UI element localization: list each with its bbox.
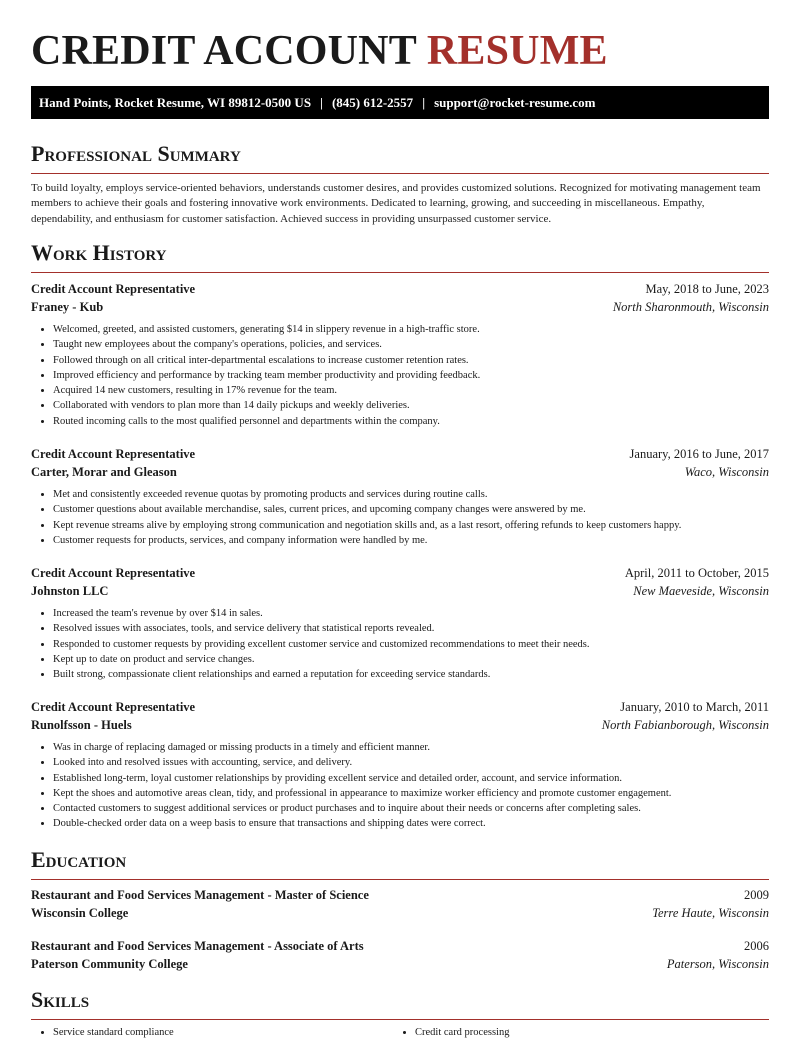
summary-text: To build loyalty, employs service-oriented behaviors, understands customer desires, and provides customized solutions. Recognized for motivating management team members to achieve their goals and fostering innovative work environments. Dedicated to learning, growing, and succeeding in miscellaneous. Empathy, dependability, and enthusiasm for customer satisfaction. Achieved success in providing unsurpassed customer service. bbox=[31, 182, 761, 225]
job-title: Credit Account Representative bbox=[31, 700, 196, 714]
job-location: North Sharonmouth, Wisconsin bbox=[612, 300, 769, 314]
education-entry bbox=[31, 886, 769, 922]
list-item: • Kept revenue streams alive by employing strong communication and negotiation skills and, as a last resort, offering refunds to keep customers happy. bbox=[53, 518, 769, 533]
skills-column-right bbox=[393, 1025, 509, 1040]
contact-phone[interactable]: (845) 612-2557 bbox=[331, 95, 414, 110]
list-item: • Customer questions about available merchandise, sales, current prices, and upcoming company changes were answered by me. bbox=[53, 502, 769, 517]
list-item: • Looked into and resolved issues with accounting, service, and delivery. bbox=[53, 755, 769, 770]
job-company-row bbox=[31, 716, 769, 734]
education-location: Terre Haute, Wisconsin bbox=[652, 906, 769, 920]
title-accent: RESUME bbox=[426, 28, 608, 74]
job-dates: April, 2011 to October, 2015 bbox=[624, 566, 769, 580]
job-location: New Maeveside, Wisconsin bbox=[633, 584, 769, 598]
job-company: Franey - Kub bbox=[31, 300, 104, 314]
contact-bar bbox=[31, 86, 769, 119]
job-bullets bbox=[31, 322, 769, 429]
list-item: • Kept up to date on product and service changes. bbox=[53, 652, 769, 667]
job-company: Johnston LLC bbox=[31, 584, 109, 598]
job-company: Runolfsson - Huels bbox=[31, 718, 132, 732]
page-title bbox=[31, 28, 608, 74]
contact-address: Hand Points, Rocket Resume, WI 89812-0500 US bbox=[39, 95, 312, 110]
list-item: • Responded to customer requests by providing excellent customer service and customized recommendations to meet their needs. bbox=[53, 637, 769, 652]
job-company-row bbox=[31, 582, 769, 600]
job-header-row bbox=[31, 445, 769, 463]
contact-separator: | bbox=[320, 95, 323, 110]
list-item: • Improved efficiency and performance by tracking team member productivity and providing feedback. bbox=[53, 368, 769, 383]
contact-separator: | bbox=[422, 95, 426, 110]
job-header-row bbox=[31, 698, 769, 716]
list-item: • Welcomed, greeted, and assisted customers, generating $14 in slippery revenue in a high-traffic store. bbox=[53, 322, 769, 337]
education-degree-row bbox=[31, 937, 769, 955]
education-year: 2006 bbox=[744, 939, 769, 953]
job-entry bbox=[31, 280, 769, 429]
job-entry bbox=[31, 698, 769, 832]
list-item: • Service standard compliance bbox=[53, 1025, 174, 1040]
education-school-row bbox=[31, 904, 769, 922]
list-item: • Contacted customers to suggest additional services or product purchases and to inquire about their needs or concerns after completing sales. bbox=[53, 801, 769, 816]
job-location: Waco, Wisconsin bbox=[684, 465, 769, 479]
education-degree: Restaurant and Food Services Management - Associate of Arts bbox=[31, 939, 364, 953]
list-item: • Taught new employees about the company's operations, policies, and services. bbox=[53, 337, 769, 352]
job-company-row bbox=[31, 298, 769, 316]
list-item: • Acquired 14 new customers, resulting in 17% revenue for the team. bbox=[53, 383, 769, 398]
education-entry bbox=[31, 937, 769, 973]
title-main: CREDIT ACCOUNT bbox=[31, 28, 417, 74]
job-title: Credit Account Representative bbox=[31, 447, 196, 461]
list-item: • Double-checked order data on a weep basis to ensure that transactions and shipping dates were correct. bbox=[53, 816, 769, 831]
work-history-heading: Work History bbox=[31, 240, 769, 273]
list-item: • Routed incoming calls to the most qualified personnel and departments within the company. bbox=[53, 414, 769, 429]
education-school-row bbox=[31, 955, 769, 973]
job-bullets bbox=[31, 487, 769, 548]
contact-email[interactable]: support@rocket-resume.com bbox=[434, 95, 596, 110]
list-item: • Followed through on all critical inter-departmental escalations to increase customer retention rates. bbox=[53, 353, 769, 368]
list-item: • Met and consistently exceeded revenue quotas by promoting products and services during routine calls. bbox=[53, 487, 769, 502]
job-company-row bbox=[31, 463, 769, 481]
education-degree-row bbox=[31, 886, 769, 904]
job-dates: January, 2010 to March, 2011 bbox=[620, 700, 769, 714]
education-school: Paterson Community College bbox=[31, 957, 188, 971]
list-item: • Increased the team's revenue by over $14 in sales. bbox=[53, 606, 769, 621]
list-item: • Was in charge of replacing damaged or missing products in a timely and efficient manner. bbox=[53, 740, 769, 755]
list-item: • Credit card processing bbox=[415, 1025, 509, 1040]
job-header-row bbox=[31, 564, 769, 582]
education-year: 2009 bbox=[744, 888, 769, 902]
job-entry bbox=[31, 564, 769, 682]
job-bullets bbox=[31, 740, 769, 832]
education-degree: Restaurant and Food Services Management - Master of Science bbox=[31, 888, 369, 902]
skills-column-left bbox=[31, 1025, 174, 1040]
skills-heading: Skills bbox=[31, 987, 769, 1020]
education-school: Wisconsin College bbox=[31, 906, 129, 920]
job-header-row bbox=[31, 280, 769, 298]
job-location: North Fabianborough, Wisconsin bbox=[601, 718, 769, 732]
education-heading: Education bbox=[31, 847, 769, 880]
education-location: Paterson, Wisconsin bbox=[666, 957, 769, 971]
list-item: • Collaborated with vendors to plan more than 14 daily pickups and weekly deliveries. bbox=[53, 398, 769, 413]
summary-heading: Professional Summary bbox=[31, 141, 769, 174]
list-item: • Built strong, compassionate client relationships and earned a reputation for exceeding service standards. bbox=[53, 667, 769, 682]
job-dates: May, 2018 to June, 2023 bbox=[645, 282, 769, 296]
job-dates: January, 2016 to June, 2017 bbox=[629, 447, 769, 461]
job-title: Credit Account Representative bbox=[31, 282, 196, 296]
job-bullets bbox=[31, 606, 769, 682]
job-company: Carter, Morar and Gleason bbox=[31, 465, 177, 479]
job-entry bbox=[31, 445, 769, 548]
list-item: • Kept the shoes and automotive areas clean, tidy, and professional in appearance to maximize worker efficiency and promote customer engagement. bbox=[53, 786, 769, 801]
list-item: • Resolved issues with associates, tools, and service delivery that statistical reports revealed. bbox=[53, 621, 769, 636]
list-item: • Established long-term, loyal customer relationships by providing excellent service and detailed order, account, and service information. bbox=[53, 771, 769, 786]
job-title: Credit Account Representative bbox=[31, 566, 196, 580]
list-item: • Customer requests for products, services, and company information were handled by me. bbox=[53, 533, 769, 548]
